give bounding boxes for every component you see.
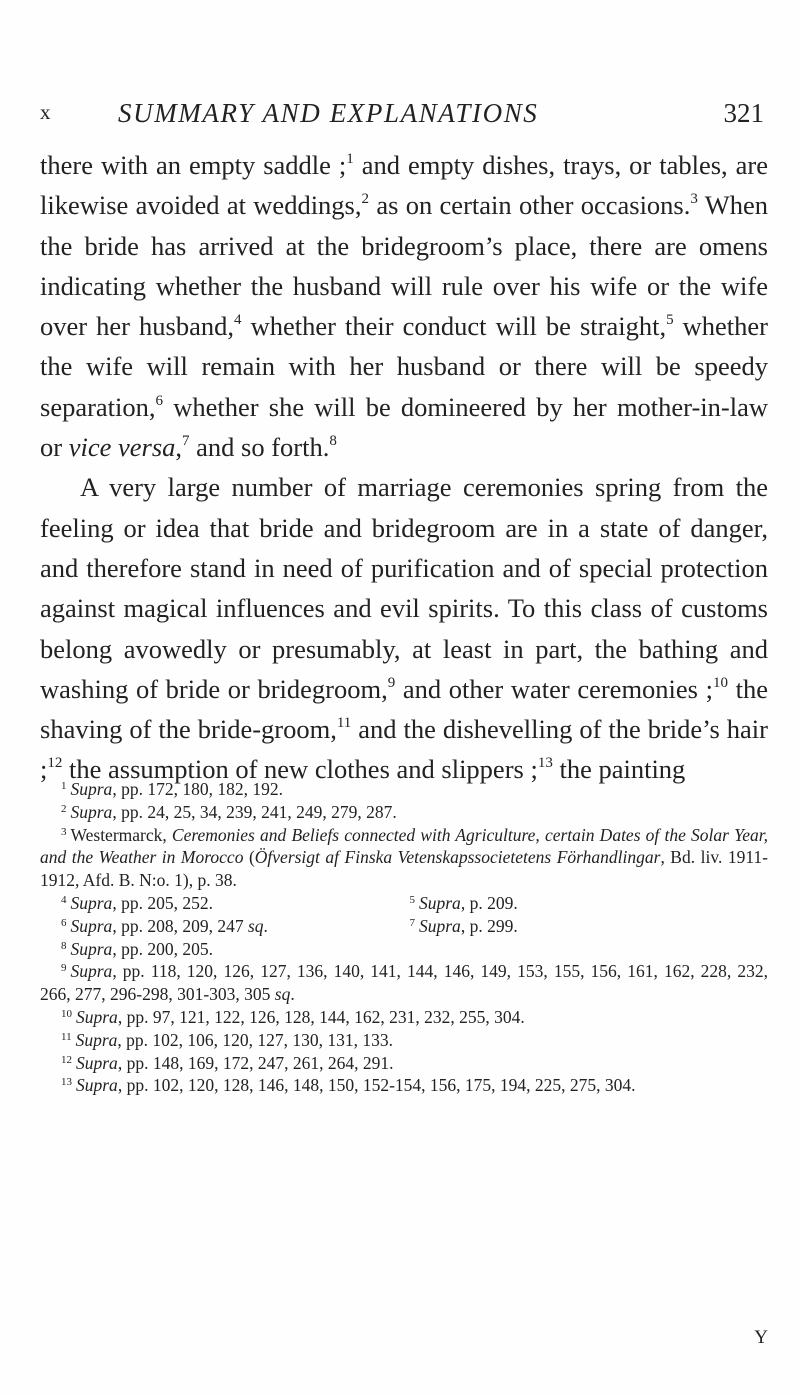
- text-run: ,: [175, 432, 183, 463]
- supra-ref: Supra: [75, 1029, 118, 1050]
- footnote-text: , p. 299.: [460, 915, 518, 936]
- paragraph: [40, 145, 768, 467]
- footnote-number: 4: [61, 893, 67, 906]
- footnote-number: 6: [61, 916, 67, 929]
- supra-ref: Supra: [76, 1052, 118, 1073]
- text-run: and so forth.: [189, 432, 330, 463]
- supra-ref: Supra: [76, 1075, 118, 1096]
- footnote-text: , pp. 118, 120, 126, 127, 136, 140, 141, 144, 146, 149, 153, 155, 156, 161, 162, 228, 232, 266, 277, 296-298, 301-303, 305: [40, 961, 768, 1005]
- footnote-text: , pp. 172, 180, 182, 192.: [112, 779, 283, 799]
- footnote-ref: 13: [537, 755, 553, 772]
- text-run: and other water ceremonies ;: [395, 673, 713, 704]
- footnote-row: [40, 892, 768, 915]
- footnote-number: 10: [61, 1007, 72, 1020]
- supra-ref: Supra: [70, 938, 113, 959]
- main-text: [40, 145, 768, 790]
- footnote-text: , pp. 205, 252.: [112, 892, 213, 913]
- footnote-text: , pp. 148, 169, 172, 247, 261, 264, 291.: [117, 1052, 394, 1073]
- footnote-text: (: [243, 847, 255, 868]
- footnote-author: Westermarck,: [70, 824, 172, 845]
- footnote-ref: 9: [387, 674, 396, 691]
- text-run: as on certain other occasions.: [369, 190, 691, 221]
- text-run: whether she will be domineered by her mother-in-law or: [40, 391, 768, 463]
- text-run: the assumption of new clothes and slippers ;: [62, 754, 538, 785]
- footnote-text: , Bd. liv. 1911-1912, Afd. B. N:o. 1), p. 38.: [40, 847, 768, 891]
- footnote-ref: 10: [713, 674, 728, 691]
- footnote: [40, 1006, 768, 1029]
- footnote-ref: 12: [47, 755, 63, 772]
- text-run: When the bride has arrived at the bridegroom’s place, there are omens indicating whether the husband will rule over his wife or the wife over her husband,: [40, 190, 768, 342]
- footnote-number: 12: [61, 1053, 72, 1066]
- running-title: SUMMARY AND EXPLANATIONS: [118, 98, 539, 128]
- footnote-ref: 3: [690, 191, 698, 208]
- footnote: [40, 801, 768, 824]
- text-run: and empty dishes, trays, or tables, are likewise avoided at weddings,: [40, 150, 768, 221]
- running-head: [40, 98, 764, 138]
- supra-ref: Supra: [419, 915, 461, 936]
- footnote-ref: 7: [182, 433, 190, 450]
- footnote-row: [40, 915, 768, 938]
- footnote-number: 3: [61, 825, 67, 838]
- supra-ref: Supra: [70, 915, 113, 936]
- footnote: [40, 938, 768, 961]
- footnote: [399, 915, 769, 938]
- footnote-ref: 6: [155, 392, 164, 409]
- footnote-ref: 11: [336, 715, 352, 732]
- footnote: [399, 892, 769, 915]
- journal-title: Öfversigt af Finska Vetenskapssocietetens Förhandlingar: [254, 847, 661, 868]
- supra-ref: Supra: [419, 892, 461, 913]
- footnote-text: , pp. 102, 106, 120, 127, 130, 131, 133.: [117, 1029, 394, 1050]
- footnote: [40, 960, 768, 1006]
- footnote-number: 7: [409, 916, 415, 929]
- paragraph: [40, 467, 768, 789]
- footnote-ref: 2: [361, 191, 369, 208]
- footnote: [40, 1029, 768, 1052]
- footnote: [40, 778, 768, 801]
- footnote-number: 9: [61, 962, 67, 975]
- footnote-text: , pp. 200, 205.: [112, 938, 213, 959]
- footnote: [40, 1052, 768, 1075]
- footnote: [40, 892, 399, 915]
- footnote-text: , pp. 97, 121, 122, 126, 128, 144, 162, 231, 232, 255, 304.: [117, 1006, 525, 1027]
- footnote-number: 13: [61, 1076, 72, 1089]
- text-run: whether their conduct will be straight,: [241, 311, 667, 342]
- footnote-number: 1: [61, 780, 67, 792]
- footnote-text: , pp. 208, 209, 247: [112, 915, 248, 936]
- footnote-text: .: [290, 984, 295, 1005]
- page-number: 321: [723, 98, 764, 128]
- footnotes: [40, 778, 768, 1097]
- footnote-text: , p. 209.: [460, 892, 518, 913]
- supra-ref: Supra: [76, 1006, 118, 1027]
- footnote-number: 5: [409, 893, 415, 906]
- footnote: [40, 915, 399, 938]
- text-run: there with an empty saddle ;: [40, 150, 347, 180]
- footnote-text: .: [263, 915, 268, 936]
- signature-mark: Y: [754, 1327, 768, 1348]
- sq-abbrev: sq: [274, 984, 291, 1005]
- footnote-ref: 1: [346, 151, 354, 167]
- text-run: whether the wife will remain with her husband or there will be speedy separation,: [40, 311, 768, 422]
- supra-ref: Supra: [70, 892, 113, 913]
- text-run: the painting: [552, 754, 686, 785]
- italic-phrase: vice versa: [68, 432, 176, 463]
- sq-abbrev: sq: [247, 915, 264, 936]
- footnote-ref: 4: [234, 312, 242, 329]
- footnote-number: 8: [61, 939, 67, 952]
- footnote-text: , pp. 102, 120, 128, 146, 148, 150, 152-154, 156, 175, 194, 225, 275, 304.: [117, 1075, 636, 1096]
- footnote-ref: 8: [329, 433, 337, 450]
- footnote-number: 11: [61, 1030, 72, 1043]
- footnote-text: , pp. 24, 25, 34, 239, 241, 249, 279, 287.: [112, 801, 397, 822]
- section-letter: x: [40, 100, 52, 124]
- footnote-ref: 5: [666, 312, 674, 329]
- footnote-number: 2: [61, 802, 67, 815]
- text-run: and the dishevelling of the bride’s hair ;: [40, 714, 768, 785]
- work-title: Ceremonies and Beliefs connected with Agriculture, certain Dates of the Solar Year, and the Weather in Morocco: [40, 824, 768, 868]
- supra-ref: Supra: [70, 801, 113, 822]
- footnote: [40, 824, 768, 892]
- footnote: [40, 1074, 768, 1097]
- text-run: A very large number of marriage ceremonies spring from the feeling or idea that bride and bridegroom are in a state of danger, and therefore stand in need of purification and of special protection against magical influences and evil spirits. To this class of customs belong avowedly or presumably, at least in part, the bathing and washing of bride or bridegroom,: [40, 472, 768, 704]
- supra-ref: Supra: [70, 961, 113, 982]
- supra-ref: Supra: [70, 779, 113, 799]
- text-run: the shaving of the bride-groom,: [40, 673, 769, 745]
